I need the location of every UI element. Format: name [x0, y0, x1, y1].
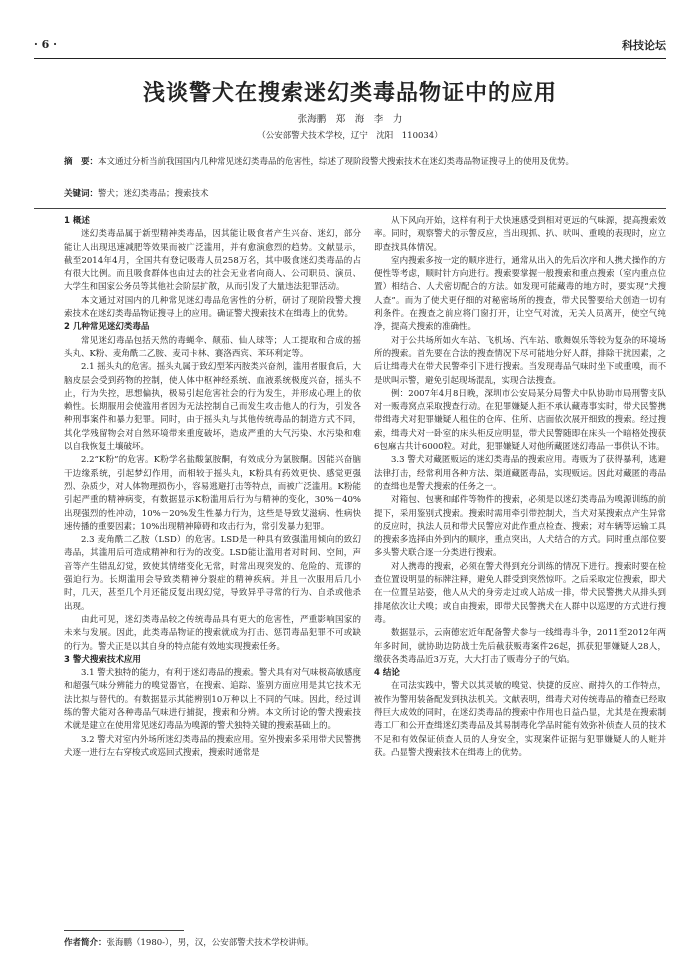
keywords-label: 关键词： [64, 189, 99, 199]
section-rule [34, 208, 666, 209]
paragraph: 对于公共场所如火车站、飞机场、汽车站、歌舞娱乐等较为复杂的环境场所的搜索。首先要在合法的搜查情况下尽可能地分好人群，排除干扰因素，之后让缉毒犬在带犬民警牵引下进行搜索。当发现毒品气味时坐下或重嗅，而不是吠叫示警，避免引起现场混乱，实现合法搜查。 [374, 335, 666, 386]
paragraph: 对人携毒的搜索，必须在警犬得到充分训练的情况下进行。搜索时要在检查位置设明显的标牌注释，避免人群受到突然惊吓。之后采取定位搜索，即犬在一位置呈站姿，他人从犬的身旁走过或人站成一排，带犬民警携犬从排头到排尾依次让犬嗅；或自由搜索，即带犬民警携犬在人群中以巡逻的方式进行搜毒。 [374, 561, 666, 625]
paragraph: 迷幻类毒品属于新型精神类毒品，因其能让吸食者产生兴奋、迷幻，部分能让人出现迅速减肥等效果而被广泛滥用，并有愈演愈烈的趋势。文献显示，截至2014年4月，全国共有登记吸毒人员258万名，其中吸食迷幻类毒品的占有很大比例。而且吸食群体也由过去的社会无业者向商人、公司职员、演员、大学生和国家公务员等其他社会阶层扩散，从而引发了大量违法犯罪活动。 [64, 229, 361, 293]
journal-name: 科技论坛 [622, 39, 666, 52]
author-bio-footnote [64, 936, 314, 948]
paragraph: 室内搜索多按一定的顺序进行，通常从出入的先后次序和人携犬操作的方便性等考虑，顺时针方向进行。搜索要掌握一般搜索和重点搜索（室内重点位置）相结合、人犬密切配合的方法。如发现可能藏毒的地方时，要实现“犬搜人查”。而为了使犬更仔细的对秘密场所的搜查，带犬民警要给犬创造一切有利条件。在搜查之前应将门窗打开，让空气对流，无关人员离开，使空气纯净，提高犬搜索的准确性。 [374, 255, 666, 333]
page-number: · 6 · [34, 38, 57, 51]
section-heading: 3 警犬搜索技术应用 [64, 654, 141, 665]
paragraph: 2.1 摇头丸的危害。摇头丸属于致幻型苯丙胺类兴奋剂，滥用者服食后，大脑皮层会受到药物的控制，使人体中枢神经系统、血液系统极度兴奋，摇头不止，行为失控，思想偏执，极易引起危害社会的行为发生，并形成心理上的依赖性。长期服用会使滥用者因为无法控制自己而发生攻击他人的行为，引发各种刑事案件和暴力犯罪。同时，由于摇头丸与其他传统毒品的制造方式不同，其化学残留物会对自然环境带来重度破坏，造成严重的大气污染、水污染和难以自我恢复土壤破坏。 [64, 362, 361, 453]
header-rule [34, 58, 666, 59]
section-heading: 2 几种常见迷幻类毒品 [64, 322, 150, 333]
section-heading: 1 概述 [64, 216, 90, 226]
footnote-label: 作者简介： [64, 938, 107, 948]
affiliation: （公安部警犬技术学校，辽宁 沈阳 110034） [257, 131, 443, 141]
paragraph: 在司法实践中，警犬以其灵敏的嗅觉、快捷的反应、耐持久的工作特点，被作为警用装备配发到执法机关。文献表明，缉毒犬对传统毒品的稽查已经取得巨大成效的同时，在迷幻类毒品的搜索中作用也日益凸显，尤其是在搜索制毒工厂和公开查缉迷幻类毒品及其易制毒化学品时能有效弥补侦查人员的技术不足和有效保证侦查人员的人身安全，实现案件证据与犯罪嫌疑人的人赃并获。凸显警犬搜索技术在缉毒上的优势。 [374, 681, 666, 758]
keywords-text: 警犬；迷幻类毒品；搜索技术 [98, 189, 209, 199]
paragraph: 由此可见，迷幻类毒品较之传统毒品具有更大的危害性，严重影响国家的未来与发展。因此，此类毒品物证的搜索就成为打击、惩罚毒品犯罪不可或缺的行为。警犬正是以其自身的特点能有效地实现搜索任务。 [64, 614, 361, 652]
paragraph: 数据显示，云南德宏近年配备警犬参与一线缉毒斗争，2011至2012年两年多时间，就协助边防战士先后截获贩毒案件26起，抓获犯罪嫌疑人28人，缴获各类毒品近3万克，大大打击了贩毒分子的气焰。 [374, 628, 666, 665]
abstract [64, 156, 636, 169]
paragraph: 3.3 警犬对藏匿贩运的迷幻类毒品的搜索应用。毒贩为了获得暴利，逃避法律打击，经常利用各种方法、渠道藏匿毒品，实现贩运。因此对藏匿的毒品的查缉也是警犬搜索的任务之一。 [374, 455, 666, 492]
left-column [64, 215, 361, 760]
paragraph: 3.2 警犬对室内外场所迷幻类毒品的搜索应用。室外搜索多采用带犬民警携犬逐一进行左右穿梭式或巡回式搜索，搜索时通常是 [64, 734, 361, 758]
paragraph: 3.1 警犬独特的能力，有利于迷幻毒品的搜索。警犬具有对气味极高敏感度和超强气味分辨能力的嗅觉器官，在搜索、追踪、鉴别方面应用是其它技术无法比拟与替代的。有数据显示其能辨别10万种以上不同的气味。因此，经过训练的警犬能对各种毒品气味进行捕捉，搜索和分辨。本文所讨论的警犬搜索技术就是建立在使用常见迷幻毒品为嗅源的警犬独特关键的搜索基础上的。 [64, 668, 361, 732]
abstract-label: 摘 要： [64, 157, 99, 167]
paragraph: 2.2“K粉”的危害。K粉学名盐酸氯胺酮，有效成分为氯胺酮。因能兴奋脑干边缘系统，引起梦幻作用，而相较于摇头丸，K粉具有药效更快、感觉更强烈、杂质少，对人体物理损伤小，容易逃避打击等特点，而被广泛滥用。K粉能引起严重的精神病变，有数据显示K粉滥用后行为与精神的变化，30%－40%出现强烈的性冲动，10%－20%发生性暴力行为，这些是导致艾滋病、性病快速传播的重要因素；10%出现精神障碍和攻击行为，常引发暴力犯罪。 [64, 455, 361, 532]
paragraph: 对箱包、包裹和邮件等物件的搜索，必须是以迷幻类毒品为嗅源训练的前提下，采用鉴别式搜索。搜索时需用牵引带控制犬，当犬对某搜索点产生异常的反应时，执法人员和带犬民警应对此作重点检查、搜索；对车辆等运输工具的搜索多选择由外到内的顺序，重点突出，人犬结合的方式。同时重点部位要多头警犬联合逐一分类进行搜索。 [374, 495, 666, 559]
paragraph: 从下风向开始，这样有利于犬快速感受到相对更远的气味源，提高搜索效率。同时，观察警犬的示警反应，当出现抓、扒、吠叫、重嗅的表现时，应立即查找具体情况。 [374, 216, 666, 253]
paragraph: 例：2007年4月8日晚，深圳市公安局某分局警犬中队协助市局刑警支队对一贩毒窝点采取搜查行动。在犯罪嫌疑人拒不承认藏毒事实时，带犬民警携带缉毒犬对犯罪嫌疑人租住的仓库、住所、店面依次展开细致的搜索。经过搜索，缉毒犬对一卧室的床头柜反应明显，带犬民警随即在床头一个暗格处搜获6包麻古共计6000粒。对此，犯罪嫌疑人对他所藏匿迷幻毒品一事供认不讳。 [374, 388, 666, 453]
abstract-text: 本文通过分析当前我国国内几种常见迷幻类毒品的危害性，综述了现阶段警犬搜索技术在迷幻类毒品物证搜寻上的使用及优势。 [98, 157, 575, 167]
section-heading: 4 结论 [374, 668, 400, 679]
footnote-rule [64, 930, 184, 931]
article-title: 浅谈警犬在搜索迷幻类毒品物证中的应用 [142, 81, 557, 106]
paragraph: 常见迷幻毒品包括天然的毒蝇伞、颠茄、仙人球等；人工提取和合成的摇头丸、K粉、麦角酰二乙胺、麦司卡林、赛洛西宾、苯环利定等。 [64, 335, 361, 359]
keywords [64, 188, 636, 201]
paragraph: 本文通过对国内的几种常见迷幻毒品危害性的分析，研讨了现阶段警犬搜索技术在迷幻类毒品物证搜寻上的应用。确证警犬搜索技术在缉毒上的优势。 [64, 295, 361, 320]
authors: 张海鹏 郑 海 李 力 [297, 114, 403, 125]
right-column [374, 215, 666, 760]
paragraph: 2.3 麦角酰二乙胺（LSD）的危害。LSD是一种具有致强滥用倾向的致幻毒品，其滥用后可造成精神和行为的改变。LSD能让滥用者对时间、空间，声音等产生错乱幻觉，致使其情绪变化无常，时常出现突发的、危险的、荒谬的强迫行为。长期滥用会导致类精神分裂症的精神疾病。并且一次服用后几小时，几天，甚至几个月还能反复出现幻觉，导致异乎寻常的行为、自杀或他杀出现。 [64, 535, 361, 612]
footnote-text: 张海鹏（1980-），男，汉，公安部警犬技术学校讲师。 [106, 938, 314, 948]
